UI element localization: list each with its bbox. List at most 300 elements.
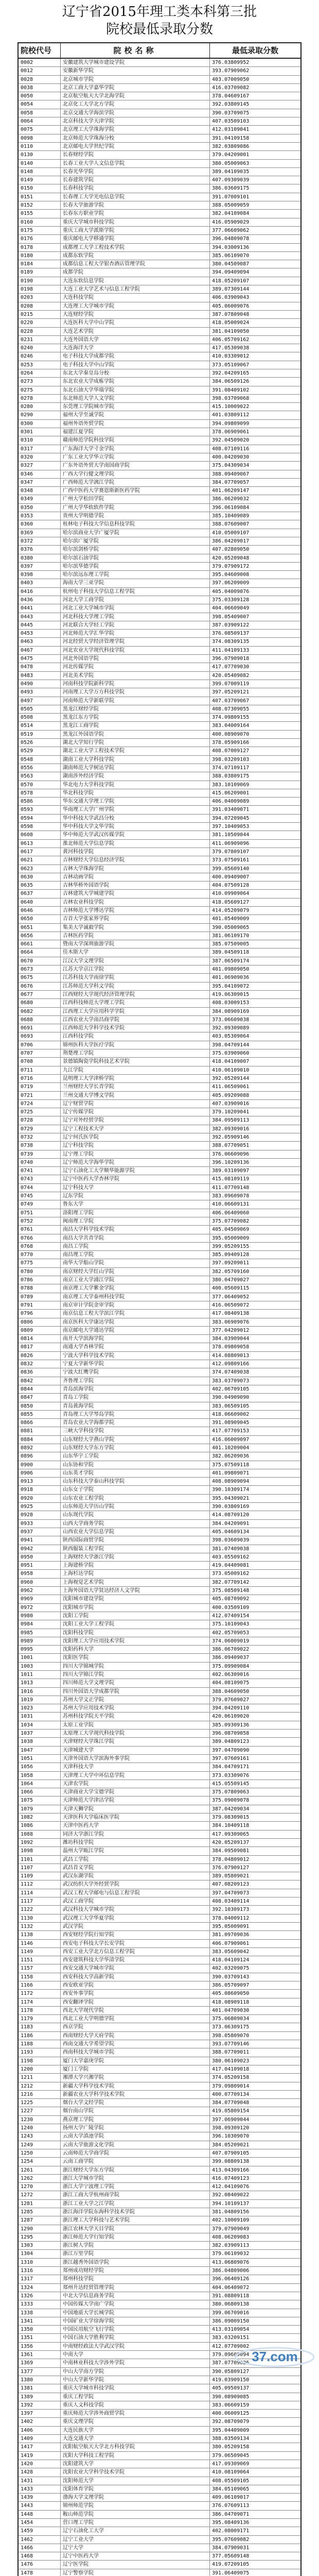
min-score-cell: 400.04209030 — [212, 454, 250, 460]
table-row — [19, 2208, 300, 2216]
school-code-cell: 1389 — [19, 2393, 61, 2401]
school-code-cell: 1034 — [19, 1721, 61, 1729]
min-score-cell: 374.06009019 — [212, 1638, 250, 1644]
school-code-cell: 0900 — [19, 1461, 61, 1469]
school-name-cell: 渤海大学文理学院 — [61, 2494, 210, 2501]
min-score-cell: 402.08009171 — [212, 2528, 250, 2534]
school-name-cell: 郑州科技学院 — [61, 2275, 210, 2283]
min-score-cell: 388.07609007 — [212, 521, 250, 528]
min-score-cell: 391.08909045 — [212, 1420, 250, 1426]
min-score-cell: 384.10409118 — [212, 1823, 250, 1829]
school-name-cell: 江西理工大学应用科学学院 — [61, 1008, 210, 1015]
table-row — [19, 1032, 300, 1041]
school-code-cell: 0064 — [19, 117, 61, 125]
min-score-cell: 383.05609042 — [212, 1948, 250, 1955]
school-name-cell: 沈阳城市建设学院 — [61, 1595, 210, 1603]
table-row — [19, 2527, 300, 2535]
school-code-cell: 0630 — [19, 873, 61, 881]
school-code-cell: 0809 — [19, 1327, 61, 1334]
min-score-cell: 412.03109041 — [212, 127, 250, 133]
school-code-cell: 1037 — [19, 1730, 61, 1737]
school-code-cell: 1122 — [19, 1906, 61, 1913]
school-code-cell: 0770 — [19, 1251, 61, 1259]
min-score-cell: 395.07609082 — [212, 2536, 250, 2543]
school-name-cell: 西南科技大学城市学院 — [61, 2048, 210, 2056]
school-code-cell: 0347 — [19, 479, 61, 486]
min-score-cell: 383.03209151 — [212, 2335, 250, 2341]
school-code-cell: 0617 — [19, 848, 61, 856]
min-score-cell: 410.05009107 — [212, 530, 250, 536]
min-score-cell: 395.05009009 — [212, 1235, 250, 1241]
min-score-cell: 388.09409067 — [212, 471, 250, 477]
min-score-cell: 373.05009162 — [212, 1571, 250, 1577]
school-name-cell: 浙江理工大学科技与艺术学院 — [61, 2216, 210, 2224]
table-row — [19, 1041, 300, 1049]
table-row — [19, 1914, 300, 1923]
table-row — [19, 1436, 300, 1444]
min-score-cell: 407.07909105 — [212, 2150, 250, 2156]
min-score-cell: 410.09909064 — [212, 891, 250, 897]
table-row — [19, 1856, 300, 1864]
school-code-cell: 0155 — [19, 210, 61, 217]
school-name-cell: 河北师范大学汇华学院 — [61, 630, 210, 637]
school-name-cell: 湘潭大学兴湘学院 — [61, 2074, 210, 2081]
table-row — [19, 1805, 300, 1814]
school-name-cell: 辽宁理工学院 — [61, 1150, 210, 1158]
min-score-cell: 375.03909060 — [212, 1050, 250, 1057]
school-code-cell: 0962 — [19, 1587, 61, 1595]
school-name-cell: 三峡大学科技学院 — [61, 1427, 210, 1435]
min-score-cell: 380.04509087 — [212, 261, 250, 267]
table-row — [19, 512, 300, 520]
school-code-cell: 1198 — [19, 2057, 61, 2065]
min-score-cell: 395.04409009 — [212, 2427, 250, 2433]
school-code-cell: 0397 — [19, 563, 61, 570]
table-row — [19, 1646, 300, 1654]
min-score-cell: 375.09909084 — [212, 1663, 250, 1669]
table-row — [19, 1713, 300, 1721]
school-code-cell: 0937 — [19, 1528, 61, 1536]
min-score-cell: 408.03409114 — [212, 1899, 250, 1905]
school-code-cell: 1243 — [19, 2132, 61, 2140]
school-name-cell: 山东华宇工学院 — [61, 1452, 210, 1460]
school-code-cell: 0278 — [19, 395, 61, 402]
min-score-cell: 411.06509061 — [212, 1084, 250, 1090]
school-code-cell: 1381 — [19, 2384, 61, 2392]
min-score-cell: 382.03909113 — [212, 2243, 250, 2249]
school-code-cell: 0673 — [19, 965, 61, 973]
table-row — [19, 840, 300, 848]
table-row — [19, 1721, 300, 1730]
school-code-cell: 1051 — [19, 1755, 61, 1762]
min-score-cell: 395.04609008 — [212, 572, 250, 578]
min-score-cell: 410.06109010 — [212, 1067, 250, 1073]
school-code-cell: 0806 — [19, 1318, 61, 1326]
table-row — [19, 1368, 300, 1377]
table-row — [19, 168, 300, 176]
min-score-cell: 412.07409154 — [212, 1613, 250, 1619]
school-code-cell: 1086 — [19, 1822, 61, 1829]
school-name-cell: 华东交通大学理工学院 — [61, 798, 210, 805]
table-row — [19, 428, 300, 436]
school-code-cell: 1183 — [19, 2023, 61, 2031]
table-row — [19, 268, 300, 277]
min-score-cell: 384.07709048 — [212, 2100, 250, 2106]
table-row — [19, 328, 300, 336]
school-code-cell: 1428 — [19, 2468, 61, 2476]
min-score-cell: 413.03109054 — [212, 2327, 250, 2333]
school-name-cell: 江苏大学京江学院 — [61, 965, 210, 973]
min-score-cell: 397.04709090 — [212, 1747, 250, 1753]
min-score-cell: 411.04109133 — [212, 647, 250, 653]
school-name-cell: 浙江财经大学东方学院 — [61, 2166, 210, 2174]
school-code-cell: 0110 — [19, 143, 61, 150]
min-score-cell: 396.07909018 — [212, 656, 250, 662]
min-score-cell: 389.04109035 — [212, 168, 250, 175]
school-code-cell: 0280 — [19, 403, 61, 411]
table-row — [19, 2418, 300, 2426]
table-row — [19, 2569, 300, 2576]
school-code-cell: 0724 — [19, 1100, 61, 1108]
table-row — [19, 680, 300, 688]
school-code-cell: 0739 — [19, 1150, 61, 1158]
min-score-cell: 391.03409071 — [212, 807, 250, 813]
school-code-cell: 0725 — [19, 1108, 61, 1116]
school-name-cell: 南京邮电大学通达学院 — [61, 1327, 210, 1334]
table-row — [19, 529, 300, 537]
table-row — [19, 1964, 300, 1973]
school-name-cell: 东北农业大学成栋学院 — [61, 378, 210, 385]
min-score-cell: 382.03809086 — [212, 143, 250, 149]
min-score-cell: 414.08709120 — [212, 1512, 250, 1518]
school-code-cell: 0190 — [19, 277, 61, 285]
school-code-cell: 0732 — [19, 1133, 61, 1141]
school-name-cell: 大连财经学院 — [61, 311, 210, 318]
school-name-cell: 南京理工大学泰州科技学院 — [61, 1293, 210, 1301]
table-row — [19, 2393, 300, 2401]
min-score-cell: 381.10509044 — [212, 832, 250, 838]
min-score-cell: 386.04709071 — [212, 2511, 250, 2517]
table-row — [19, 2099, 300, 2107]
min-score-cell: 397.10409053 — [212, 824, 250, 830]
table-row — [19, 1788, 300, 1797]
min-score-cell: 390.05809127 — [212, 2368, 250, 2375]
school-name-cell: 沈阳建筑大学 — [61, 2460, 210, 2468]
table-row — [19, 705, 300, 714]
header-name: 院校名称 — [61, 43, 210, 58]
min-score-cell: 398.03709068 — [212, 395, 250, 401]
school-code-cell: 0463 — [19, 638, 61, 646]
table-row — [19, 1024, 300, 1032]
school-name-cell: 荆楚理工学院 — [61, 1049, 210, 1057]
school-name-cell: 广西中医药大学赛恩斯新医药学院 — [61, 487, 210, 495]
table-row — [19, 848, 300, 856]
min-score-cell: 381.07409038 — [212, 1546, 250, 1552]
table-row — [19, 924, 300, 932]
table-row — [19, 1981, 300, 1990]
school-name-cell: 中国民用航空飞行学院 — [61, 2326, 210, 2333]
min-score-cell: 380.04709027 — [212, 1277, 250, 1283]
school-name-cell: 湖南工业大学科技学院 — [61, 756, 210, 764]
school-code-cell: 1114 — [19, 1889, 61, 1897]
table-row — [19, 2242, 300, 2250]
school-name-cell: 重庆大学城市科技学院 — [61, 2384, 210, 2392]
school-code-cell: 0151 — [19, 193, 61, 201]
school-code-cell: 0275 — [19, 386, 61, 394]
table-row — [19, 1234, 300, 1243]
min-score-cell: 374.08309135 — [212, 639, 250, 645]
school-code-cell: 0855 — [19, 1411, 61, 1418]
min-score-cell: 414.08809013 — [212, 1352, 250, 1359]
school-code-cell: 0508 — [19, 714, 61, 721]
school-code-cell: 0443 — [19, 613, 61, 621]
table-row — [19, 2015, 300, 2023]
school-code-cell: 0160 — [19, 218, 61, 226]
table-row — [19, 1570, 300, 1578]
school-code-cell: 0028 — [19, 76, 61, 83]
school-code-cell: 0918 — [19, 1486, 61, 1494]
min-score-cell: 402.06709105 — [212, 1386, 250, 1392]
school-name-cell: 湖北工业大学工程技术学院 — [61, 747, 210, 755]
table-row — [19, 1511, 300, 1519]
school-name-cell: 广州大学松田学院 — [61, 495, 210, 503]
school-name-cell: 东北大学秦皇岛分校 — [61, 369, 210, 377]
school-code-cell: 0208 — [19, 302, 61, 310]
table-row — [19, 1847, 300, 1855]
school-code-cell: 0548 — [19, 756, 61, 764]
school-name-cell: 南京医科大学康达学院 — [61, 1318, 210, 1326]
school-code-cell: 0788 — [19, 1284, 61, 1292]
table-row — [19, 1931, 300, 1939]
school-name-cell: 中国传媒大学南广学院 — [61, 2300, 210, 2308]
school-code-cell: 1287 — [19, 2216, 61, 2224]
min-score-cell: 391.06409075 — [212, 2570, 250, 2576]
min-score-cell: 401.10209004 — [212, 1445, 250, 1451]
school-code-cell: 1230 — [19, 2116, 61, 2124]
min-score-cell: 392.04509020 — [212, 437, 250, 444]
school-name-cell: 南开大学滨海学院 — [61, 1335, 210, 1343]
min-score-cell: 400.03509109 — [212, 1604, 250, 1611]
school-name-cell: 华北电力大学科技学院 — [61, 781, 210, 789]
min-score-cell: 384.09509081 — [212, 1848, 250, 1854]
table-row — [19, 1251, 300, 1259]
min-score-cell: 383.06609159 — [212, 2402, 250, 2408]
school-code-cell: 0075 — [19, 126, 61, 133]
min-score-cell: 380.05209158 — [212, 2444, 250, 2450]
school-code-cell: 0729 — [19, 1125, 61, 1133]
school-code-cell: 1433 — [19, 2485, 61, 2493]
min-score-cell: 411.06909096 — [212, 840, 250, 846]
table-row — [19, 697, 300, 705]
school-name-cell: 鲁东大学 — [61, 1200, 210, 1208]
min-score-cell: 418.04109007 — [212, 1059, 250, 1065]
school-code-cell: 1333 — [19, 2300, 61, 2308]
table-row — [19, 1562, 300, 1570]
school-name-cell: 天津天狮学院 — [61, 1805, 210, 1813]
school-name-cell: 辽东学院 — [61, 1192, 210, 1200]
school-name-cell: 南京信息工程大学滨江学院 — [61, 1310, 210, 1317]
table-row — [19, 1411, 300, 1419]
school-code-cell: 0817 — [19, 1343, 61, 1351]
school-code-cell: 1406 — [19, 2427, 61, 2434]
table-row — [19, 344, 300, 352]
school-code-cell: 0300 — [19, 420, 61, 428]
school-name-cell: 赣南师范学院科技学院 — [61, 436, 210, 444]
school-name-cell: 浙江越秀外国语学院 — [61, 2259, 210, 2266]
min-score-cell: 420.05409082 — [212, 672, 250, 679]
school-name-cell: 北京邮电大学世纪学院 — [61, 143, 210, 150]
school-name-cell: 广东外语外贸大学南国商学院 — [61, 462, 210, 469]
school-name-cell: 北京交通大学海滨学院 — [61, 109, 210, 117]
min-score-cell: 374.07109117 — [212, 765, 250, 771]
table-row — [19, 940, 300, 948]
table-row — [19, 907, 300, 915]
table-row — [19, 319, 300, 327]
school-code-cell: 1304 — [19, 2250, 61, 2258]
min-score-cell: 381.06109170 — [212, 933, 250, 939]
school-name-cell: 同济大学浙江学院 — [61, 1831, 210, 1838]
min-score-cell: 419.07209105 — [212, 2562, 250, 2568]
table-row — [19, 504, 300, 512]
school-name-cell: 重庆邮电大学移通学院 — [61, 235, 210, 243]
min-score-cell: 376.06609096 — [212, 1151, 250, 1157]
school-name-cell: 西安交通大学城市学院 — [61, 1964, 210, 1972]
school-code-cell: 0149 — [19, 176, 61, 184]
school-code-cell: 0586 — [19, 798, 61, 805]
table-row — [19, 2544, 300, 2552]
school-name-cell: 太原工业学院 — [61, 1721, 210, 1729]
min-score-cell: 419.03909150 — [212, 2377, 250, 2383]
school-code-cell: 0972 — [19, 1604, 61, 1612]
table-row — [19, 235, 300, 243]
table-row — [19, 1906, 300, 1914]
school-code-cell: 1270 — [19, 2183, 61, 2191]
school-code-cell: 0556 — [19, 764, 61, 772]
table-row — [19, 2284, 300, 2292]
min-score-cell: 408.07109116 — [212, 446, 250, 452]
school-name-cell: 南京财经大学红山学院 — [61, 1268, 210, 1276]
min-score-cell: 415.06209001 — [212, 790, 250, 796]
school-code-cell: 1179 — [19, 2015, 61, 2023]
school-name-cell: 西南财经大学天府学院 — [61, 2032, 210, 2040]
school-name-cell: 沈阳理工大学应用技术学院 — [61, 1637, 210, 1645]
min-score-cell: 391.08409102 — [212, 387, 250, 393]
table-row — [19, 537, 300, 546]
min-score-cell: 387.07709026 — [212, 2360, 250, 2366]
school-name-cell: 云南工商学院 — [61, 2158, 210, 2165]
school-name-cell: 沈阳工学院 — [61, 1612, 210, 1620]
school-name-cell: 电子科技大学中山学院 — [61, 361, 210, 369]
school-name-cell: 哈尔滨石油学院 — [61, 554, 210, 562]
table-row — [19, 1402, 300, 1411]
school-code-cell: 1101 — [19, 1856, 61, 1863]
school-name-cell: 南通大学杏林学院 — [61, 1343, 210, 1351]
school-code-cell: 0745 — [19, 1192, 61, 1200]
school-name-cell: 贵州大学明德学院 — [61, 512, 210, 520]
min-score-cell: 384.07709057 — [212, 479, 250, 485]
school-name-cell: 桂林电子科技大学信息科技学院 — [61, 520, 210, 528]
min-score-cell: 404.07509128 — [212, 883, 250, 889]
table-row — [19, 2259, 300, 2267]
min-score-cell: 410.06609131 — [212, 1201, 250, 1208]
school-name-cell: 大连艺术学院 — [61, 328, 210, 335]
min-score-cell: 384.05109065 — [212, 2486, 250, 2492]
school-name-cell: 华中师范大学武汉传媒学院 — [61, 831, 210, 839]
school-code-cell: 0360 — [19, 520, 61, 528]
min-score-cell: 388.07709051 — [212, 1143, 250, 1149]
school-name-cell: 南昌大学科学技术学院 — [61, 1226, 210, 1233]
school-name-cell: 西南交通大学希望学院 — [61, 2040, 210, 2048]
school-name-cell: 重庆工程学院 — [61, 2393, 210, 2401]
school-name-cell: 河南科技学院新科学院 — [61, 680, 210, 688]
school-code-cell: 1003 — [19, 1663, 61, 1670]
min-score-cell: 399.06709016 — [212, 2310, 250, 2316]
school-code-cell: 1316 — [19, 2267, 61, 2275]
table-row — [19, 1008, 300, 1016]
school-name-cell: 浙江万里学院 — [61, 2250, 210, 2258]
table-row — [19, 588, 300, 596]
school-code-cell: 1281 — [19, 2200, 61, 2208]
school-name-cell: 山东英才学院 — [61, 1469, 210, 1477]
min-score-cell: 379.07809107 — [212, 849, 250, 855]
table-row — [19, 1209, 300, 1217]
school-name-cell: 长春东方职业学院 — [61, 210, 210, 217]
min-score-cell: 418.06609002 — [212, 1411, 250, 1417]
min-score-cell: 380.06109023 — [212, 2058, 250, 2064]
table-row — [19, 899, 300, 907]
school-code-cell: 1439 — [19, 2494, 61, 2501]
school-name-cell: 辽宁石油化工大学 — [61, 2527, 210, 2535]
school-code-cell: 0960 — [19, 1579, 61, 1586]
school-code-cell: 0664 — [19, 948, 61, 956]
school-name-cell: 安徽新华学院 — [61, 67, 210, 75]
table-row — [19, 1444, 300, 1452]
school-name-cell: 重庆师范大学涉外商贸学院 — [61, 2410, 210, 2417]
min-score-cell: 406.07909061 — [212, 1940, 250, 1946]
school-name-cell: 中国石油大学胜利学院 — [61, 2334, 210, 2342]
min-score-cell: 395.08409136 — [212, 2519, 250, 2526]
table-row — [19, 1654, 300, 1662]
school-name-cell: 长春理工大学光电信息学院 — [61, 193, 210, 201]
school-name-cell: 哈尔滨广厦学院 — [61, 537, 210, 545]
school-name-cell: 山东财经大学燕山学院 — [61, 1436, 210, 1444]
min-score-cell: 407.03909016 — [212, 1100, 250, 1107]
school-name-cell: 河北外国语学院 — [61, 655, 210, 663]
min-score-cell: 382.04109084 — [212, 211, 250, 217]
min-score-cell: 405.04009076 — [212, 588, 250, 595]
school-code-cell: 1019 — [19, 1696, 61, 1704]
school-code-cell: 1454 — [19, 2519, 61, 2527]
school-name-cell: 上海财经大学浙江学院 — [61, 1553, 210, 1561]
school-code-cell: 1285 — [19, 2208, 61, 2216]
school-name-cell: 西北工业大学明德学院 — [61, 2015, 210, 2023]
min-score-cell: 387.03909122 — [212, 622, 250, 628]
school-code-cell: 0906 — [19, 1469, 61, 1477]
school-name-cell: 新疆农业大学科学技术学院 — [61, 2091, 210, 2098]
school-code-cell: 0578 — [19, 789, 61, 797]
table-row — [19, 806, 300, 814]
min-score-cell: 380.06809138 — [212, 2301, 250, 2308]
school-name-cell: 西安翻译学院 — [61, 1998, 210, 2006]
school-name-cell: 广东海洋大学寸金学院 — [61, 445, 210, 453]
school-name-cell: 四川大学锦江学院 — [61, 1671, 210, 1679]
min-score-cell: 395.04109072 — [212, 983, 250, 989]
school-name-cell: 西安电子科技大学长安学院 — [61, 1940, 210, 1947]
table-row — [19, 1092, 300, 1100]
school-code-cell: 0661 — [19, 940, 61, 948]
table-row — [19, 1394, 300, 1402]
table-row — [19, 1940, 300, 1948]
